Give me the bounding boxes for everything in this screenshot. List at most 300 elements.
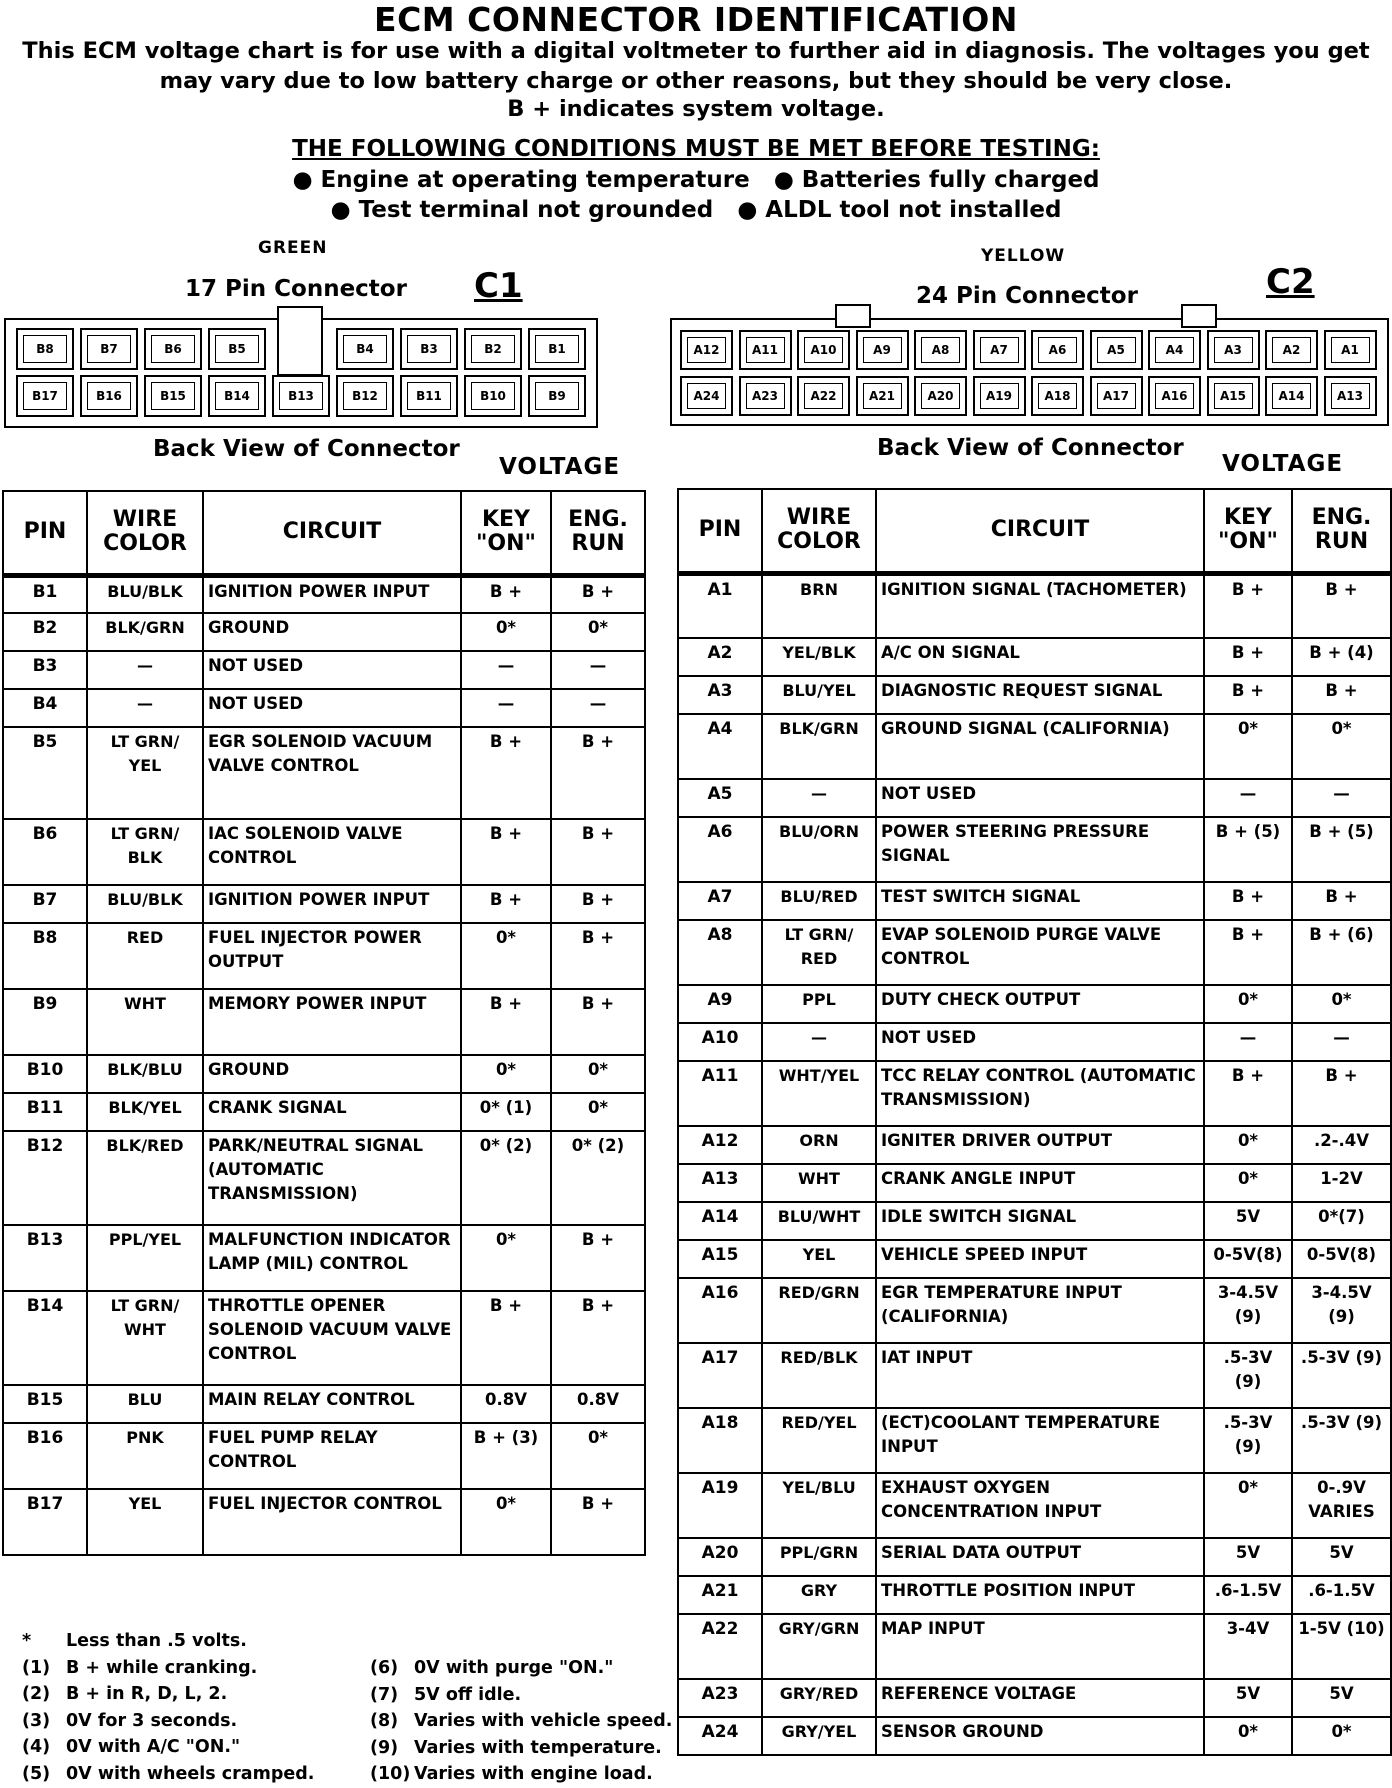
wire-color-cell: BLU [87,1385,203,1423]
pin-label: A19 [980,383,1019,409]
pin-cell: A18 [678,1408,762,1473]
table-row [678,1538,1391,1576]
table-row [678,573,1391,638]
pin-label: A7 [980,337,1019,363]
pin-label: A15 [1214,383,1253,409]
pin-cell: A9 [678,985,762,1023]
pin-cell: B3 [3,651,87,689]
page-title: ECM CONNECTOR IDENTIFICATION [374,0,1018,39]
footnote-text: Varies with vehicle speed. [414,1711,673,1731]
pin-label: B6 [151,335,195,363]
pin-cell: B8 [3,923,87,989]
circuit-cell: EGR TEMPERATURE INPUT (CALIFORNIA) [876,1278,1204,1343]
wire-color-cell: ORN [762,1126,876,1164]
pin-label: A12 [687,337,726,363]
circuit-cell: GROUND SIGNAL (CALIFORNIA) [876,714,1204,779]
table-row [678,638,1391,676]
circuit-cell: IGNITION POWER INPUT [203,575,461,613]
eng-run-voltage-cell: B + [551,727,645,819]
pin-cell: A11 [678,1061,762,1126]
key-on-voltage-cell: 0-5V(8) [1204,1240,1292,1278]
circuit-cell: IDLE SWITCH SIGNAL [876,1202,1204,1240]
c2-color-label: YELLOW [981,246,1066,266]
circuit-cell: THROTTLE OPENER SOLENOID VACUUM VALVE CONTROL [203,1291,461,1385]
circuit-cell: POWER STEERING PRESSURE SIGNAL [876,817,1204,882]
pin-a1 [1324,330,1377,370]
footnote-marker: (2) [22,1684,51,1704]
pin-b13 [272,375,330,417]
pin-label: A13 [1331,383,1370,409]
circuit-cell: DIAGNOSTIC REQUEST SIGNAL [876,676,1204,714]
circuit-cell: EXHAUST OXYGEN CONCENTRATION INPUT [876,1473,1204,1538]
c1-connector-id: C1 [474,266,523,306]
pin-label: B17 [23,382,67,410]
eng-run-voltage-cell: .5-3V (9) [1292,1343,1391,1408]
circuit-cell: NOT USED [876,1023,1204,1061]
key-on-voltage-cell: B + [461,989,551,1055]
pin-cell: A20 [678,1538,762,1576]
circuit-cell: DUTY CHECK OUTPUT [876,985,1204,1023]
eng-run-voltage-cell: B + (5) [1292,817,1391,882]
pin-cell: B1 [3,575,87,613]
wire-color-cell: LT GRN/ RED [762,920,876,985]
wire-color-cell: BLK/YEL [87,1093,203,1131]
pin-label: A11 [746,337,785,363]
circuit-cell: FUEL INJECTOR POWER OUTPUT [203,923,461,989]
table-row [3,1055,645,1093]
pin-label: B13 [279,382,323,410]
circuit-cell: IAT INPUT [876,1343,1204,1408]
pin-cell: A8 [678,920,762,985]
table-row [678,779,1391,817]
c1-color-label: GREEN [258,238,328,258]
pin-b17 [16,375,74,417]
eng-run-voltage-cell: 0*(7) [1292,1202,1391,1240]
pin-cell: B14 [3,1291,87,1385]
table-row [678,1473,1391,1538]
circuit-cell: IGNITION SIGNAL (TACHOMETER) [876,573,1204,638]
pin-b2 [464,328,522,370]
wire-color-cell: YEL/BLK [762,638,876,676]
eng-run-voltage-cell: B + [551,885,645,923]
circuit-cell: IAC SOLENOID VALVE CONTROL [203,819,461,885]
eng-run-voltage-cell: 1-5V (10) [1292,1614,1391,1679]
key-on-voltage-cell: 5V [1204,1538,1292,1576]
footnote-text: B + in R, D, L, 2. [66,1684,228,1704]
eng-run-voltage-cell: .6-1.5V [1292,1576,1391,1614]
pin-b14 [208,375,266,417]
pin-label: B8 [23,335,67,363]
c1-locking-tab [277,306,323,376]
pin-a22 [797,376,850,416]
footnote-text: Less than .5 volts. [66,1631,247,1651]
pin-label: A23 [746,383,785,409]
wire-color-cell: GRY/GRN [762,1614,876,1679]
eng-run-voltage-cell: 0* [1292,1717,1391,1755]
c1-back-view-label: Back View of Connector [153,436,460,462]
pin-a15 [1207,376,1260,416]
pin-label: B11 [407,382,451,410]
table-row [678,1679,1391,1717]
eng-run-voltage-cell: B + [551,989,645,1055]
c1-table-header [3,491,645,575]
eng-run-voltage-cell: B + [551,1291,645,1385]
footnote-marker: (3) [22,1710,51,1731]
key-on-voltage-cell: 0* [461,923,551,989]
pin-cell: A21 [678,1576,762,1614]
footnote [370,1655,690,1682]
circuit-cell: NOT USED [876,779,1204,817]
footnote [22,1708,362,1735]
key-on-voltage-cell: .6-1.5V [1204,1576,1292,1614]
wire-color-cell: PNK [87,1423,203,1489]
pin-cell: B6 [3,819,87,885]
pin-b6 [144,328,202,370]
pin-cell: A23 [678,1679,762,1717]
wire-color-cell: GRY/RED [762,1679,876,1717]
eng-run-voltage-cell: B + (4) [1292,638,1391,676]
pin-cell: B4 [3,689,87,727]
key-on-voltage-cell: 3-4.5V (9) [1204,1278,1292,1343]
pin-label: A10 [804,337,843,363]
table-row [678,1126,1391,1164]
pin-cell: A14 [678,1202,762,1240]
key-on-voltage-cell: 0* [1204,985,1292,1023]
eng-run-voltage-cell: 0-.9V VARIES [1292,1473,1391,1538]
pin-label: A18 [1038,383,1077,409]
pin-label: A3 [1214,337,1253,363]
pin-column-header: PIN [678,489,762,573]
pin-a8 [914,330,967,370]
eng-run-voltage-cell: 0* [551,613,645,651]
pin-a21 [856,376,909,416]
pin-cell: A17 [678,1343,762,1408]
eng-run-voltage-cell: 0* [551,1055,645,1093]
circuit-cell: VEHICLE SPEED INPUT [876,1240,1204,1278]
footnote [22,1681,362,1708]
pin-b11 [400,375,458,417]
circuit-cell: FUEL PUMP RELAY CONTROL [203,1423,461,1489]
circuit-column-header: CIRCUIT [203,491,461,575]
key-on-voltage-cell: B + [1204,882,1292,920]
key-on-voltage-cell: 0* [1204,1126,1292,1164]
table-row [3,575,645,613]
table-row [3,1385,645,1423]
c2-voltage-table [677,488,1392,1756]
wire-color-cell: LT GRN/ BLK [87,819,203,885]
pin-label: B7 [87,335,131,363]
pin-a11 [739,330,792,370]
pin-cell: A4 [678,714,762,779]
wire-color-cell: RED [87,923,203,989]
wire-color-cell: — [87,689,203,727]
eng-run-voltage-cell: B + [551,575,645,613]
pin-b12 [336,375,394,417]
conditions-line-1: ● Engine at operating temperature ● Batteries fully charged [292,167,1100,193]
footnote-text: 0V with A/C "ON." [66,1737,241,1757]
pin-a4 [1148,330,1201,370]
circuit-cell: GROUND [203,1055,461,1093]
wire-color-cell: LT GRN/ YEL [87,727,203,819]
wire-color-cell: WHT [87,989,203,1055]
wire-color-cell: BLU/BLK [87,575,203,613]
key-on-voltage-cell: 0* (2) [461,1131,551,1225]
key-on-voltage-cell: 0.8V [461,1385,551,1423]
key-on-voltage-cell: B + [461,885,551,923]
wire-color-cell: WHT [762,1164,876,1202]
key-on-voltage-cell: B + (3) [461,1423,551,1489]
pin-a20 [914,376,967,416]
footnote [370,1682,690,1709]
table-row [678,882,1391,920]
pin-label: B16 [87,382,131,410]
table-row [678,1614,1391,1679]
key-on-voltage-cell: 3-4V [1204,1614,1292,1679]
pin-a24 [680,376,733,416]
circuit-cell: NOT USED [203,651,461,689]
footnote-marker: (4) [22,1737,51,1757]
eng-run-column-header: ENG. RUN [551,491,645,575]
wire-color-cell: YEL [762,1240,876,1278]
c2-connector-label: 24 Pin Connector [916,283,1138,309]
wire-color-cell: BLK/BLU [87,1055,203,1093]
key-on-voltage-cell: B + (5) [1204,817,1292,882]
footnote-text: 0V for 3 seconds. [66,1710,238,1731]
conditions-line-2: ● Test terminal not grounded ● ALDL tool not installed [330,197,1062,223]
wire-color-cell: BLU/WHT [762,1202,876,1240]
pin-a18 [1031,376,1084,416]
pin-label: A24 [687,383,726,409]
eng-run-voltage-cell: — [1292,1023,1391,1061]
wire-color-column-header: WIRE COLOR [762,489,876,573]
table-row [3,651,645,689]
pin-cell: A6 [678,817,762,882]
footnote-text: 0V with purge "ON." [414,1658,614,1678]
pin-a19 [973,376,1026,416]
table-row [678,1576,1391,1614]
table-row [678,920,1391,985]
eng-run-voltage-cell: 0* [1292,714,1391,779]
eng-run-voltage-cell: — [551,651,645,689]
circuit-cell: FUEL INJECTOR CONTROL [203,1489,461,1555]
eng-run-voltage-cell: 5V [1292,1679,1391,1717]
key-on-voltage-cell: 0* [461,1055,551,1093]
circuit-cell: TEST SWITCH SIGNAL [876,882,1204,920]
wire-color-cell: BLU/RED [762,882,876,920]
key-on-voltage-cell: — [1204,779,1292,817]
pin-label: A5 [1097,337,1136,363]
eng-run-column-header: ENG. RUN [1292,489,1391,573]
c2-table-header [678,489,1391,573]
pin-label: B15 [151,382,195,410]
key-on-voltage-cell: 0* [461,613,551,651]
pin-cell: B12 [3,1131,87,1225]
c2-connector-diagram [670,318,1389,426]
wire-color-cell: GRY/YEL [762,1717,876,1755]
pin-a23 [739,376,792,416]
key-on-voltage-cell: B + [461,575,551,613]
table-row [3,613,645,651]
eng-run-voltage-cell: — [1292,779,1391,817]
wire-color-cell: — [762,1023,876,1061]
key-on-voltage-cell: .5-3V (9) [1204,1408,1292,1473]
circuit-cell: (ECT)COOLANT TEMPERATURE INPUT [876,1408,1204,1473]
pin-b5 [208,328,266,370]
pin-cell: B10 [3,1055,87,1093]
wire-color-cell: BLK/RED [87,1131,203,1225]
pin-cell: A1 [678,573,762,638]
wire-color-cell: GRY [762,1576,876,1614]
pin-b7 [80,328,138,370]
pin-b9 [528,375,586,417]
pin-label: A17 [1097,383,1136,409]
pin-cell: A10 [678,1023,762,1061]
pin-a13 [1324,376,1377,416]
circuit-cell: EVAP SOLENOID PURGE VALVE CONTROL [876,920,1204,985]
table-row [678,714,1391,779]
table-row [3,1093,645,1131]
eng-run-voltage-cell: B + [1292,882,1391,920]
wire-color-cell: BLU/YEL [762,676,876,714]
pin-a6 [1031,330,1084,370]
key-on-voltage-cell: 0* [461,1489,551,1555]
circuit-cell: SERIAL DATA OUTPUT [876,1538,1204,1576]
key-on-voltage-cell: B + [461,1291,551,1385]
pin-a12 [680,330,733,370]
eng-run-voltage-cell: 0* [551,1093,645,1131]
wire-color-cell: BLK/GRN [762,714,876,779]
circuit-cell: MAIN RELAY CONTROL [203,1385,461,1423]
c2-table-body [678,573,1391,1755]
footnote [370,1708,690,1735]
intro-line-1: This ECM voltage chart is for use with a digital voltmeter to further aid in diagnosis. The voltages you get [22,38,1370,64]
pin-label: B3 [407,335,451,363]
circuit-cell: SENSOR GROUND [876,1717,1204,1755]
pin-b15 [144,375,202,417]
footnote-marker: (8) [370,1711,399,1731]
pin-cell: B5 [3,727,87,819]
pin-label: B4 [343,335,387,363]
pin-cell: B17 [3,1489,87,1555]
table-row [678,985,1391,1023]
pin-b10 [464,375,522,417]
circuit-column-header: CIRCUIT [876,489,1204,573]
key-on-voltage-cell: 0* [1204,1164,1292,1202]
c2-locking-tab-right [1181,304,1217,328]
eng-run-voltage-cell: .2-.4V [1292,1126,1391,1164]
wire-color-cell: YEL/BLU [762,1473,876,1538]
table-row [3,727,645,819]
pin-label: A2 [1272,337,1311,363]
pin-column-header: PIN [3,491,87,575]
pin-cell: A15 [678,1240,762,1278]
table-row [678,676,1391,714]
wire-color-cell: PPL/YEL [87,1225,203,1291]
circuit-cell: TCC RELAY CONTROL (AUTOMATIC TRANSMISSION) [876,1061,1204,1126]
wire-color-cell: RED/GRN [762,1278,876,1343]
key-on-voltage-cell: 0* [1204,1717,1292,1755]
pin-label: A22 [804,383,843,409]
table-row [3,1423,645,1489]
table-row [3,1225,645,1291]
key-on-voltage-cell: — [461,689,551,727]
circuit-cell: A/C ON SIGNAL [876,638,1204,676]
wire-color-cell: — [762,779,876,817]
table-row [3,689,645,727]
circuit-cell: MAP INPUT [876,1614,1204,1679]
pin-cell: B15 [3,1385,87,1423]
conditions-heading: THE FOLLOWING CONDITIONS MUST BE MET BEFORE TESTING: [292,136,1100,162]
pin-cell: A13 [678,1164,762,1202]
pin-cell: A22 [678,1614,762,1679]
eng-run-voltage-cell: 5V [1292,1538,1391,1576]
key-on-voltage-cell: 0* [1204,714,1292,779]
pin-b8 [16,328,74,370]
key-on-voltage-cell: 5V [1204,1202,1292,1240]
footnote-marker: * [22,1631,32,1651]
footnotes-right [370,1655,690,1788]
footnote [22,1761,362,1788]
circuit-cell: PARK/NEUTRAL SIGNAL (AUTOMATIC TRANSMISSION) [203,1131,461,1225]
table-row [3,1291,645,1385]
table-row [3,819,645,885]
footnote-marker: (9) [370,1737,399,1758]
wire-color-cell: PPL [762,985,876,1023]
footnotes-left [22,1628,362,1787]
eng-run-voltage-cell: 3-4.5V (9) [1292,1278,1391,1343]
pin-a17 [1090,376,1143,416]
circuit-cell: CRANK SIGNAL [203,1093,461,1131]
circuit-cell: IGNITER DRIVER OUTPUT [876,1126,1204,1164]
pin-cell: A7 [678,882,762,920]
footnote-marker: (5) [22,1763,51,1784]
pin-cell: B9 [3,989,87,1055]
table-row [678,1061,1391,1126]
c1-voltage-heading: VOLTAGE [499,454,621,480]
intro-line-2: may vary due to low battery charge or other reasons, but they should be very close. [159,68,1233,94]
table-row [678,1164,1391,1202]
footnote [22,1628,362,1655]
eng-run-voltage-cell: B + [1292,676,1391,714]
pin-a2 [1265,330,1318,370]
footnote [22,1655,362,1682]
circuit-cell: EGR SOLENOID VACUUM VALVE CONTROL [203,727,461,819]
circuit-cell: GROUND [203,613,461,651]
key-on-voltage-cell: B + [1204,1061,1292,1126]
pin-cell: A5 [678,779,762,817]
pin-label: A20 [921,383,960,409]
wire-color-cell: LT GRN/ WHT [87,1291,203,1385]
pin-a16 [1148,376,1201,416]
table-row [678,1408,1391,1473]
pin-cell: A19 [678,1473,762,1538]
pin-cell: A24 [678,1717,762,1755]
key-on-voltage-cell: B + [461,819,551,885]
eng-run-voltage-cell: 0* (2) [551,1131,645,1225]
wire-color-cell: PPL/GRN [762,1538,876,1576]
key-on-voltage-cell: — [461,651,551,689]
key-on-voltage-cell: 5V [1204,1679,1292,1717]
wire-color-cell: RED/YEL [762,1408,876,1473]
eng-run-voltage-cell: B + [551,1225,645,1291]
pin-cell: A12 [678,1126,762,1164]
table-row [3,923,645,989]
footnote [22,1734,362,1761]
c2-locking-tab-left [835,304,871,328]
pin-label: A14 [1272,383,1311,409]
key-on-voltage-cell: B + [461,727,551,819]
table-row [678,1343,1391,1408]
